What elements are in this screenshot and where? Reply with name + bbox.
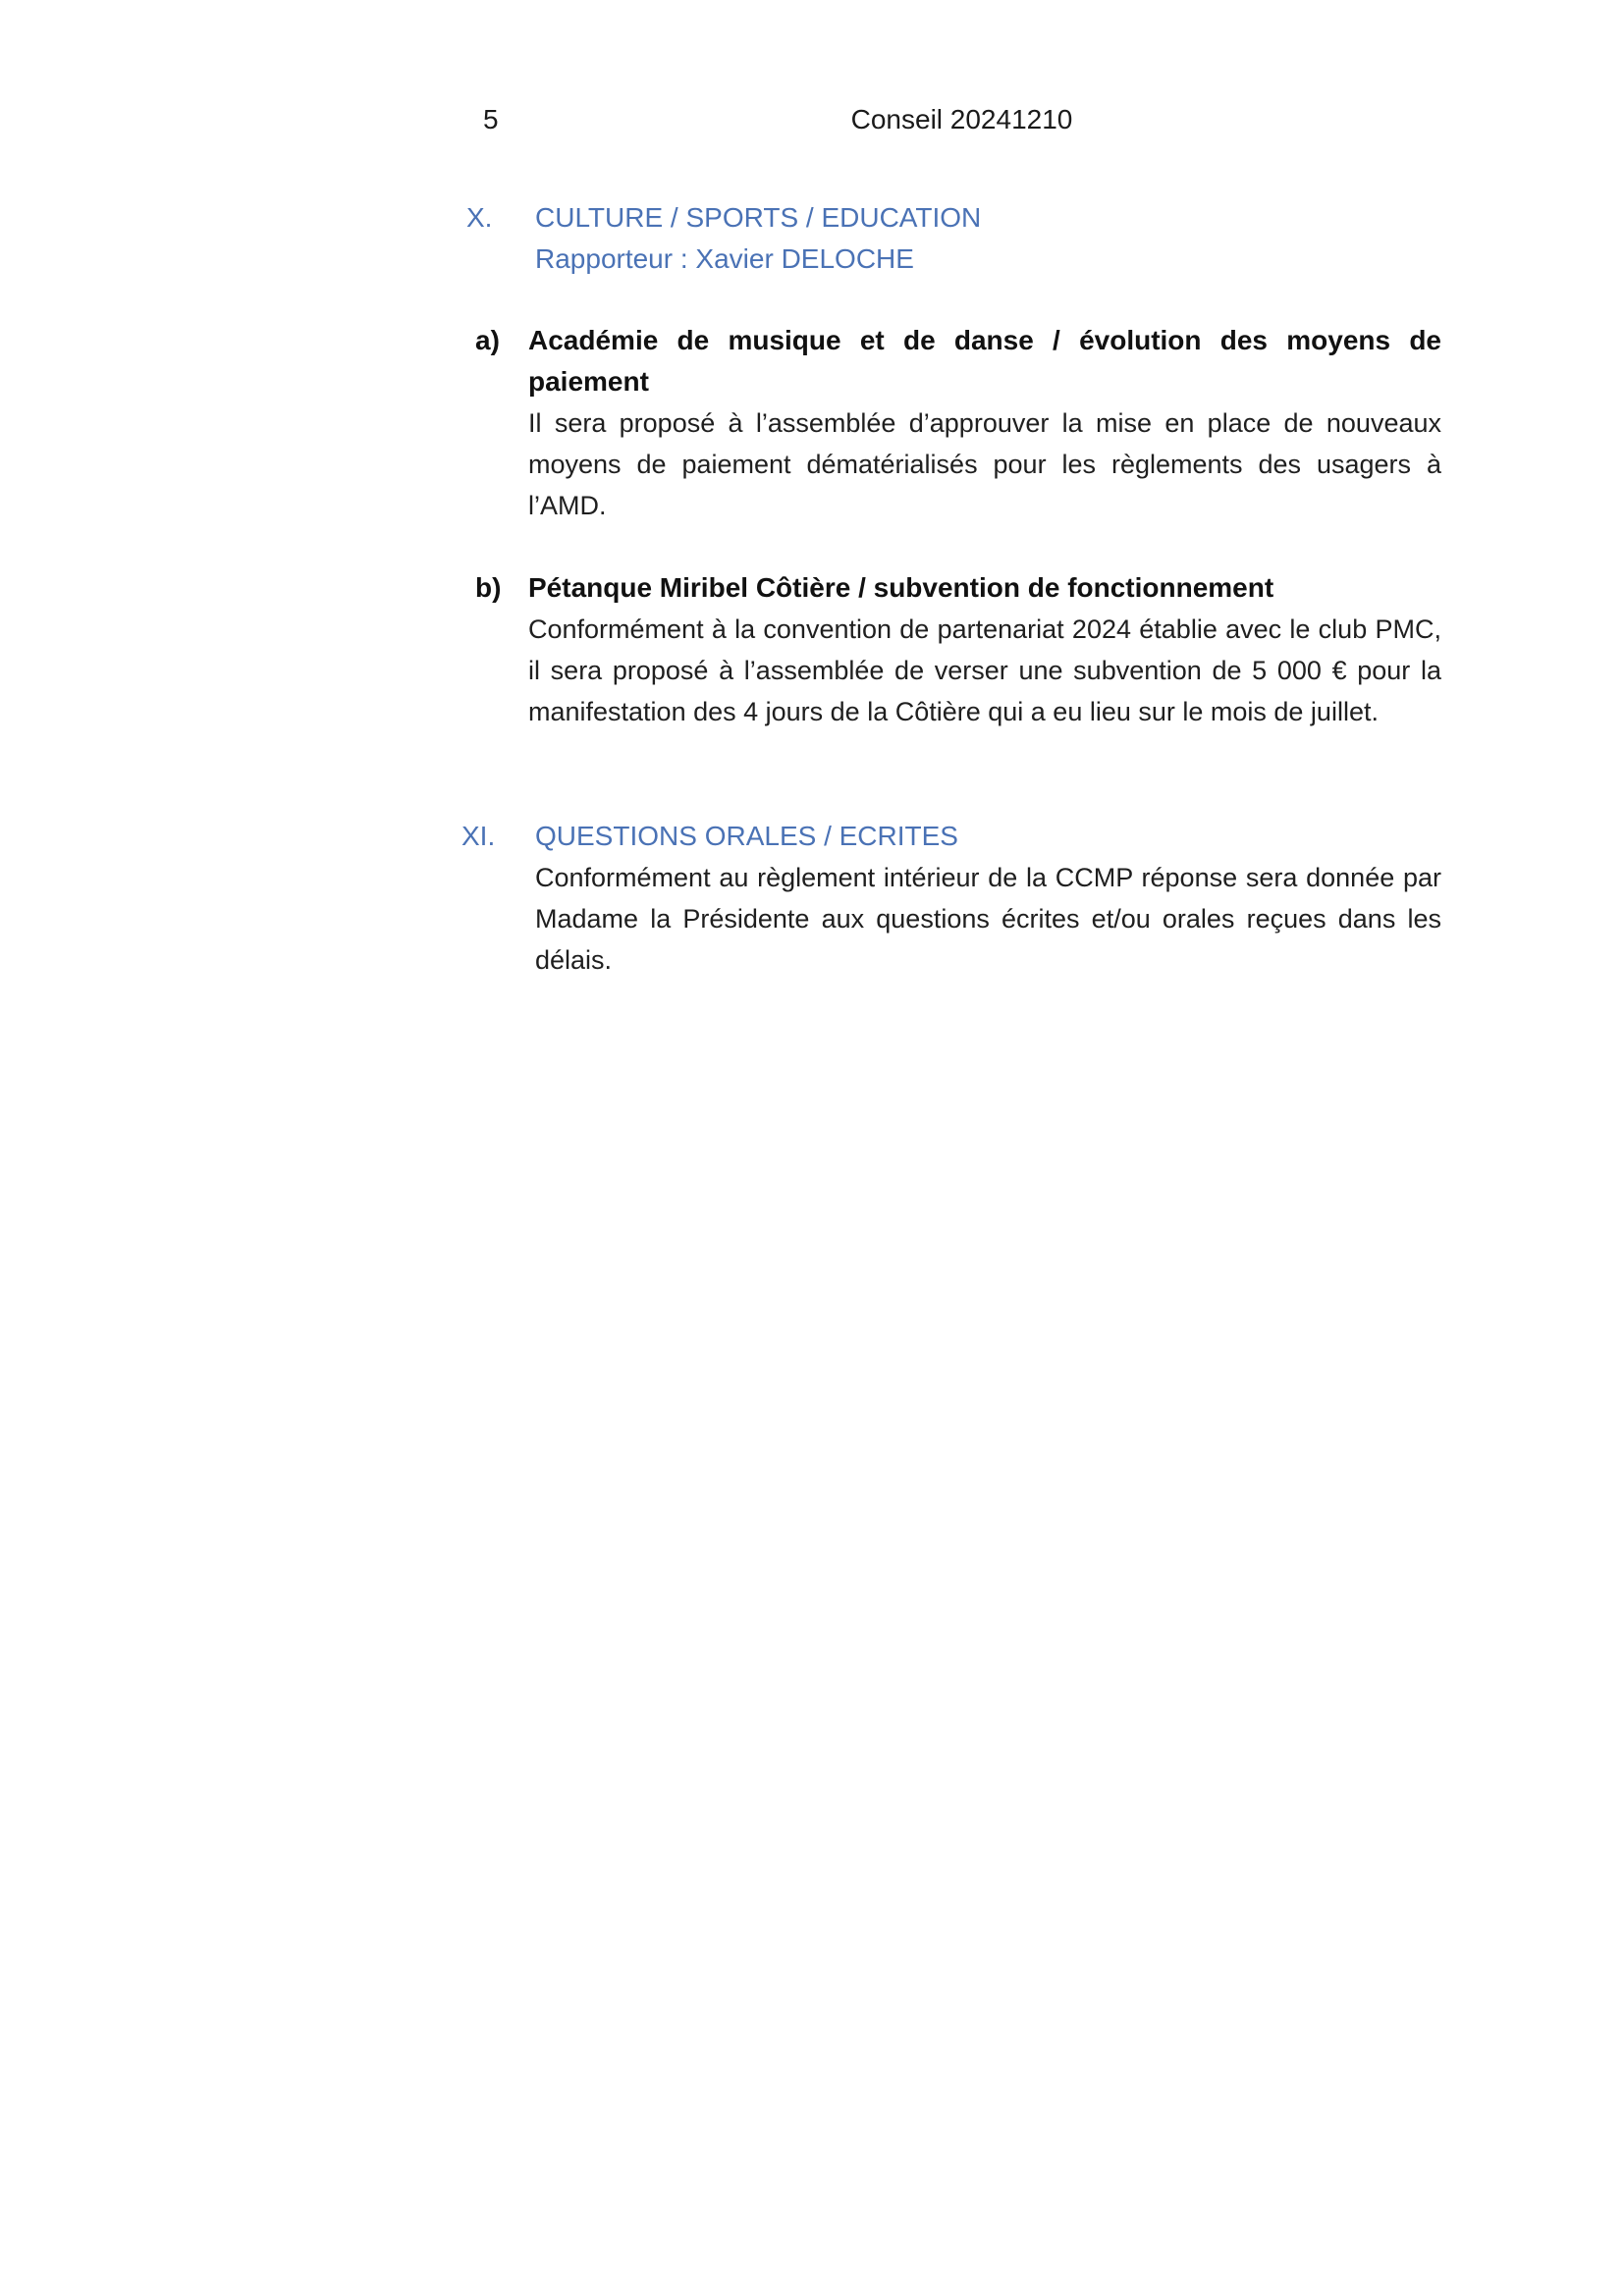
section-xi-title: QUESTIONS ORALES / ECRITES — [535, 821, 958, 851]
section-xi — [452, 816, 1441, 981]
subsection-a-title: Académie de musique et de danse / évolution des moyens de paiement — [528, 325, 1441, 397]
subsection-a-heading — [475, 320, 1441, 402]
section-x-title: CULTURE / SPORTS / EDUCATION — [535, 202, 982, 233]
section-xi-body: Conformément au règlement intérieur de la CCMP réponse sera donnée par Madame la Présidente aux questions écrites et/ou orales reçues dans les délais. — [535, 863, 1441, 975]
section-x-rapporteur: Rapporteur : Xavier DELOCHE — [535, 243, 914, 274]
subsection-a-letter: a) — [475, 325, 500, 355]
section-x — [452, 197, 1441, 280]
subsection-b-heading — [475, 567, 1441, 609]
page-number: 5 — [483, 104, 499, 134]
subsection-a — [475, 320, 1441, 526]
document-title: Conseil 20241210 — [850, 104, 1073, 134]
subsection-b-title: Pétanque Miribel Côtière / subvention de fonctionnement — [528, 572, 1274, 603]
subsection-a-body: Il sera proposé à l’assemblée d’approuver la mise en place de nouveaux moyens de paiement dématérialisés pour les règlements des usagers à l’AMD. — [528, 408, 1441, 520]
page-header — [483, 98, 1440, 141]
section-xi-number: XI. — [461, 821, 496, 851]
section-x-number: X. — [466, 202, 493, 233]
section-x-heading — [452, 197, 1441, 280]
subsection-b-body: Conformément à la convention de partenariat 2024 établie avec le club PMC, il sera proposé à l’assemblée de verser une subvention de 5 000 € pour la manifestation des 4 jours de la Côtière qui a eu lieu sur le mois de juillet. — [528, 614, 1441, 726]
section-xi-heading — [452, 816, 1441, 857]
subsection-b — [475, 567, 1441, 732]
subsection-b-letter: b) — [475, 572, 502, 603]
